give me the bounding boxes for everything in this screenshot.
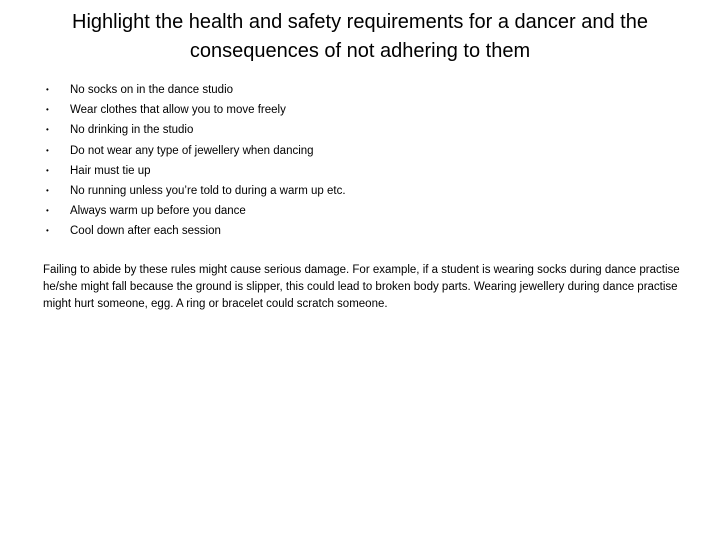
list-item xyxy=(40,80,640,100)
consequences-paragraph: Failing to abide by these rules might cause serious damage. For example, if a student is wearing socks during dance practise he/she might fall because the ground is slipper, this could lead to broken body parts. Wearing jewellery during dance practise might hurt someone, egg. A ring or bracelet could scratch someone. xyxy=(43,264,680,310)
bullet-icon: • xyxy=(46,185,49,195)
list-item xyxy=(40,161,640,181)
bullet-icon: • xyxy=(46,105,49,115)
requirements-list xyxy=(40,80,640,242)
list-item xyxy=(40,100,640,120)
list-item xyxy=(40,141,640,161)
bullet-icon: • xyxy=(46,125,49,135)
list-item xyxy=(40,201,640,221)
list-item-text: Cool down after each session xyxy=(70,225,221,238)
list-item-text: No socks on in the dance studio xyxy=(70,84,234,96)
list-item-text: No drinking in the studio xyxy=(70,124,194,137)
list-item-text: Wear clothes that allow you to move freely xyxy=(70,104,286,117)
bullet-icon: • xyxy=(46,206,49,216)
list-item-text: Always warm up before you dance xyxy=(70,205,246,218)
list-item xyxy=(40,181,640,201)
list-item-text: Hair must tie up xyxy=(70,164,151,177)
bullet-icon: • xyxy=(46,226,49,236)
slide-title: Highlight the health and safety requirements for a dancer and the consequences of not adhering to them xyxy=(72,11,648,62)
list-item xyxy=(40,221,640,241)
bullet-icon: • xyxy=(46,145,49,155)
bullet-icon: • xyxy=(46,85,49,94)
list-item-text: No running unless you’re told to during a warm up etc. xyxy=(70,184,346,197)
bullet-icon: • xyxy=(46,165,49,175)
list-item-text: Do not wear any type of jewellery when dancing xyxy=(70,144,314,157)
list-item xyxy=(40,120,640,140)
